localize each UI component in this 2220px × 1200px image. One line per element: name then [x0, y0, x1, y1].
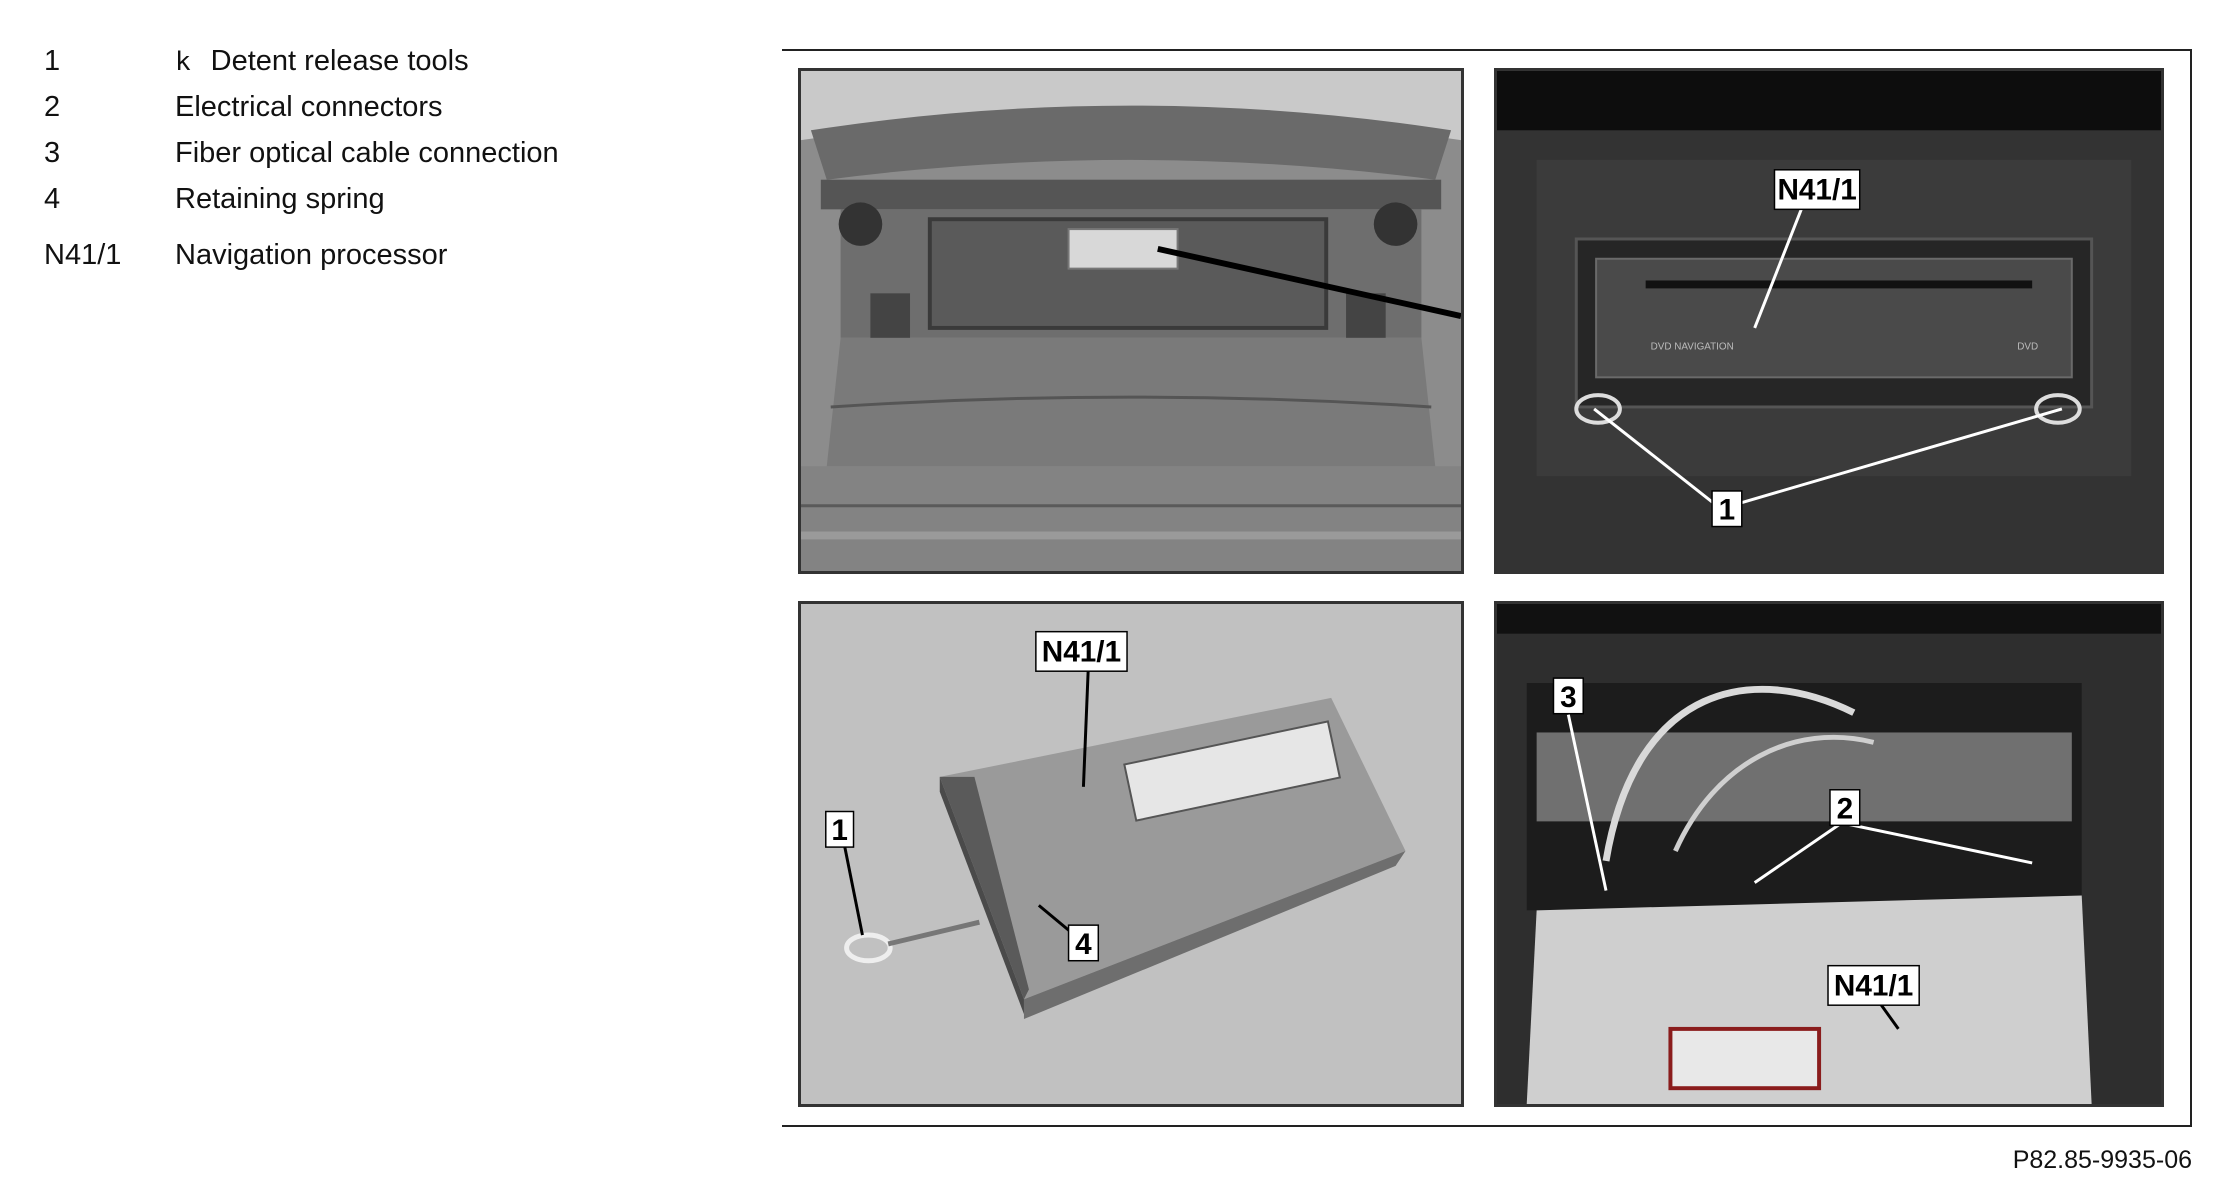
- legend-description: Fiber optical cable connection: [175, 137, 559, 169]
- unit-front-text: DVD NAVIGATION: [1650, 341, 1734, 353]
- legend-description: Retaining spring: [175, 183, 385, 215]
- legend-symbol: k: [175, 47, 191, 77]
- legend-number: 3: [44, 137, 61, 169]
- photo-removed-unit: [1494, 601, 2164, 1107]
- callout-n41-1: N41/1: [1777, 173, 1857, 207]
- photo-unit-with-tool: [798, 601, 1464, 1107]
- trunk-illustration: [801, 71, 1461, 571]
- photo-trunk-overview: [798, 68, 1464, 574]
- callout-4: 4: [1075, 927, 1092, 961]
- callout-3: 3: [1560, 680, 1577, 714]
- callout-2: 2: [1836, 792, 1854, 826]
- callout-n41-1: N41/1: [1833, 969, 1914, 1003]
- legend-number: 4: [44, 183, 61, 215]
- legend-number: 2: [44, 91, 61, 123]
- callout-n41-1: N41/1: [1041, 635, 1122, 669]
- callout-1: 1: [1718, 493, 1736, 527]
- legend-description: Detent release tools: [210, 45, 469, 77]
- dvd-badge: DVD: [2017, 341, 2039, 353]
- legend-description: Navigation processor: [175, 239, 448, 271]
- figure-reference-id: P82.85-9935-06: [2012, 1146, 2192, 1174]
- photo-installed-unit: [1494, 68, 2164, 574]
- legend-description: Electrical connectors: [175, 91, 443, 123]
- callout-1: 1: [831, 814, 848, 848]
- legend-number: N41/1: [44, 239, 122, 271]
- legend-number: 1: [44, 45, 61, 77]
